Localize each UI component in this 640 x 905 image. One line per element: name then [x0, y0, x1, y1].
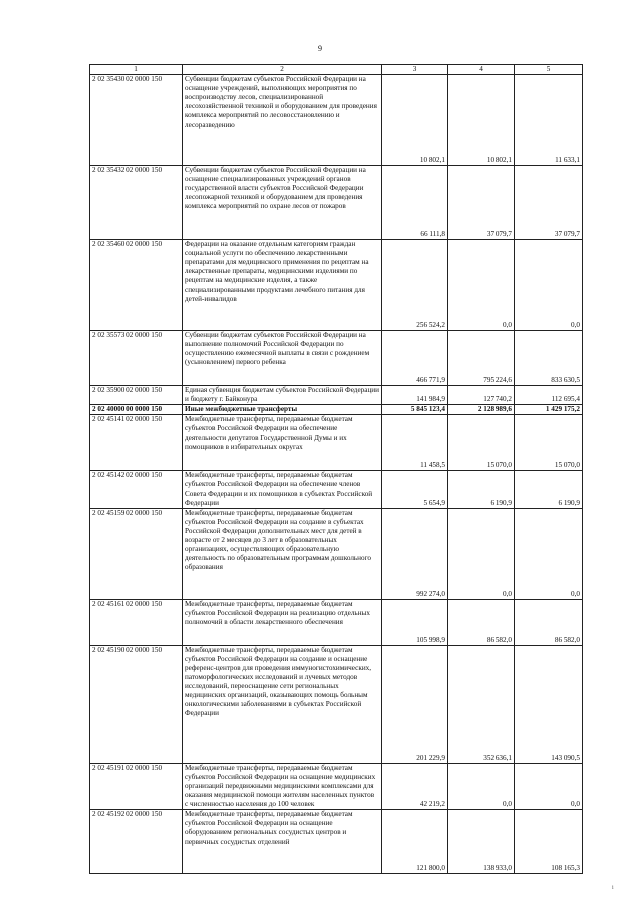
- budget-code-cell: 2 02 35900 02 0000 150: [90, 386, 183, 405]
- budget-table: [89, 64, 583, 874]
- amount-col5-cell: 37 079,7: [515, 166, 583, 240]
- description-cell: Субвенции бюджетам субъектов Российской Федерации на оснащение специализированных учреждений органов государственной власти субъектов Российской Федерации лесопожарной техникой и оборудованием для проведения комплекса мероприятий по охране лесов от пожаров: [183, 166, 382, 240]
- budget-code-cell: 2 02 35430 02 0000 150: [90, 75, 183, 166]
- table-row: [90, 166, 583, 240]
- description-cell: Межбюджетные трансферты, передаваемые бюджетам субъектов Российской Федерации на обеспечение членов Совета Федерации и их помощников в субъектах Российской Федерации: [183, 471, 382, 508]
- amount-col4-cell: 6 190,9: [448, 471, 515, 508]
- budget-code-cell: 2 02 35432 02 0000 150: [90, 166, 183, 240]
- amount-col3-cell: 141 984,9: [382, 386, 448, 405]
- amount-col3-cell: 105 998,9: [382, 599, 448, 645]
- table-row: [90, 599, 583, 645]
- column-header: 1: [90, 65, 183, 75]
- amount-col3-cell: 201 229,9: [382, 645, 448, 763]
- amount-col4-cell: 352 636,1: [448, 645, 515, 763]
- amount-col3-cell: 121 800,0: [382, 810, 448, 874]
- column-header: 3: [382, 65, 448, 75]
- budget-code-cell: 2 02 35460 02 0000 150: [90, 240, 183, 331]
- amount-col4-cell: 795 224,6: [448, 331, 515, 386]
- table-row: [90, 763, 583, 809]
- amount-col4-cell: 0,0: [448, 240, 515, 331]
- budget-code-cell: 2 02 45190 02 0000 150: [90, 645, 183, 763]
- description-cell: Субвенции бюджетам субъектов Российской Федерации на оснащение учреждений, выполняющих мероприятия по воспроизводству лесов, специализированной лесохозяйственной техникой и оборудованием для проведения комплекса мероприятий по лесовосстановлению и лесоразведению: [183, 75, 382, 166]
- amount-col5-cell: 86 582,0: [515, 599, 583, 645]
- column-header: 5: [515, 65, 583, 75]
- amount-col5-cell: 15 070,0: [515, 415, 583, 471]
- description-cell: Межбюджетные трансферты, передаваемые бюджетам субъектов Российской Федерации на обеспечение деятельности депутатов Государственной Думы и их помощников в избирательных округах: [183, 415, 382, 471]
- amount-col5-cell: 11 633,1: [515, 75, 583, 166]
- description-cell: Иные межбюджетные трансферты: [183, 405, 382, 415]
- table-row: [90, 810, 583, 874]
- amount-col5-cell: 108 165,3: [515, 810, 583, 874]
- amount-col5-cell: 143 090,5: [515, 645, 583, 763]
- table-row: [90, 415, 583, 471]
- table-header-row: [90, 65, 583, 75]
- description-cell: Субвенции бюджетам субъектов Российской Федерации на выполнение полномочий Российской Федерации по осуществлению ежемесячной выплаты в связи с рождением (усыновлением) первого ребенка: [183, 331, 382, 386]
- column-header: 4: [448, 65, 515, 75]
- page-number: 9: [318, 44, 322, 53]
- description-cell: Межбюджетные трансферты, передаваемые бюджетам субъектов Российской Федерации на создание в субъектах Российской Федерации дополнительных мест для детей в возрасте от 2 месяцев до 3 лет в образовательных организациях, осуществляющих образовательную деятельность по образовательным программам дошкольного образования: [183, 508, 382, 599]
- table-row: [90, 386, 583, 405]
- amount-col5-cell: 1 429 175,2: [515, 405, 583, 415]
- description-cell: Межбюджетные трансферты, передаваемые бюджетам субъектов Российской Федерации на оснащение оборудованием региональных сосудистых центров и первичных сосудистых отделений: [183, 810, 382, 874]
- amount-col4-cell: 127 740,2: [448, 386, 515, 405]
- amount-col5-cell: 0,0: [515, 508, 583, 599]
- amount-col3-cell: 5 654,9: [382, 471, 448, 508]
- amount-col3-cell: 42 219,2: [382, 763, 448, 809]
- amount-col5-cell: 833 630,5: [515, 331, 583, 386]
- table-row: [90, 645, 583, 763]
- description-cell: Межбюджетные трансферты, передаваемые бюджетам субъектов Российской Федерации на реализацию отдельных полномочий в области лекарственного обеспечения: [183, 599, 382, 645]
- amount-col3-cell: 11 458,5: [382, 415, 448, 471]
- column-header: 2: [183, 65, 382, 75]
- table-row: [90, 471, 583, 508]
- table-row: [90, 240, 583, 331]
- table-body: [90, 65, 583, 874]
- amount-col4-cell: 37 079,7: [448, 166, 515, 240]
- amount-col5-cell: 112 695,4: [515, 386, 583, 405]
- description-cell: Межбюджетные трансферты, передаваемые бюджетам субъектов Российской Федерации на оснащение медицинских организаций передвижными медицинскими комплексами для оказания медицинской помощи жителям населенных пунктов с численностью населения до 100 человек: [183, 763, 382, 809]
- amount-col5-cell: 0,0: [515, 763, 583, 809]
- amount-col4-cell: 86 582,0: [448, 599, 515, 645]
- amount-col3-cell: 466 771,9: [382, 331, 448, 386]
- budget-code-cell: 2 02 45161 02 0000 150: [90, 599, 183, 645]
- amount-col4-cell: 138 933,0: [448, 810, 515, 874]
- table-row: [90, 405, 583, 415]
- amount-col4-cell: 2 128 989,6: [448, 405, 515, 415]
- budget-code-cell: 2 02 45192 02 0000 150: [90, 810, 183, 874]
- amount-col4-cell: 0,0: [448, 763, 515, 809]
- budget-code-cell: 2 02 45191 02 0000 150: [90, 763, 183, 809]
- budget-code-cell: 2 02 45141 02 0000 150: [90, 415, 183, 471]
- budget-code-cell: 2 02 45159 02 0000 150: [90, 508, 183, 599]
- budget-code-cell: 2 02 35573 02 0000 150: [90, 331, 183, 386]
- description-cell: Единая субвенция бюджетам субъектов Российской Федерации и бюджету г. Байконура: [183, 386, 382, 405]
- amount-col3-cell: 10 802,1: [382, 75, 448, 166]
- margin-mark: i: [612, 885, 614, 891]
- table-row: [90, 508, 583, 599]
- amount-col5-cell: 6 190,9: [515, 471, 583, 508]
- amount-col4-cell: 15 070,0: [448, 415, 515, 471]
- table-row: [90, 75, 583, 166]
- amount-col5-cell: 0,0: [515, 240, 583, 331]
- description-cell: Межбюджетные трансферты, передаваемые бюджетам субъектов Российской Федерации на создание и оснащение референс-центров для проведения иммуногистохимических, патоморфологических исследований и лучевых методов исследований, переоснащение сети региональных медицинских организаций, оказывающих помощь больным онкологическими заболеваниями в субъектах Российской Федерации: [183, 645, 382, 763]
- budget-code-cell: 2 02 45142 02 0000 150: [90, 471, 183, 508]
- amount-col4-cell: 10 802,1: [448, 75, 515, 166]
- description-cell: Федерации на оказание отдельным категориям граждан социальной услуги по обеспечению лекарственными препаратами для медицинского применения по рецептам на лекарственные препараты, медицинскими изделиями по рецептам на медицинские изделия, а также специализированными продуктами лечебного питания для детей-инвалидов: [183, 240, 382, 331]
- amount-col3-cell: 5 845 123,4: [382, 405, 448, 415]
- amount-col4-cell: 0,0: [448, 508, 515, 599]
- budget-code-cell: 2 02 40000 00 0000 150: [90, 405, 183, 415]
- amount-col3-cell: 992 274,0: [382, 508, 448, 599]
- amount-col3-cell: 66 111,8: [382, 166, 448, 240]
- amount-col3-cell: 256 524,2: [382, 240, 448, 331]
- table-row: [90, 331, 583, 386]
